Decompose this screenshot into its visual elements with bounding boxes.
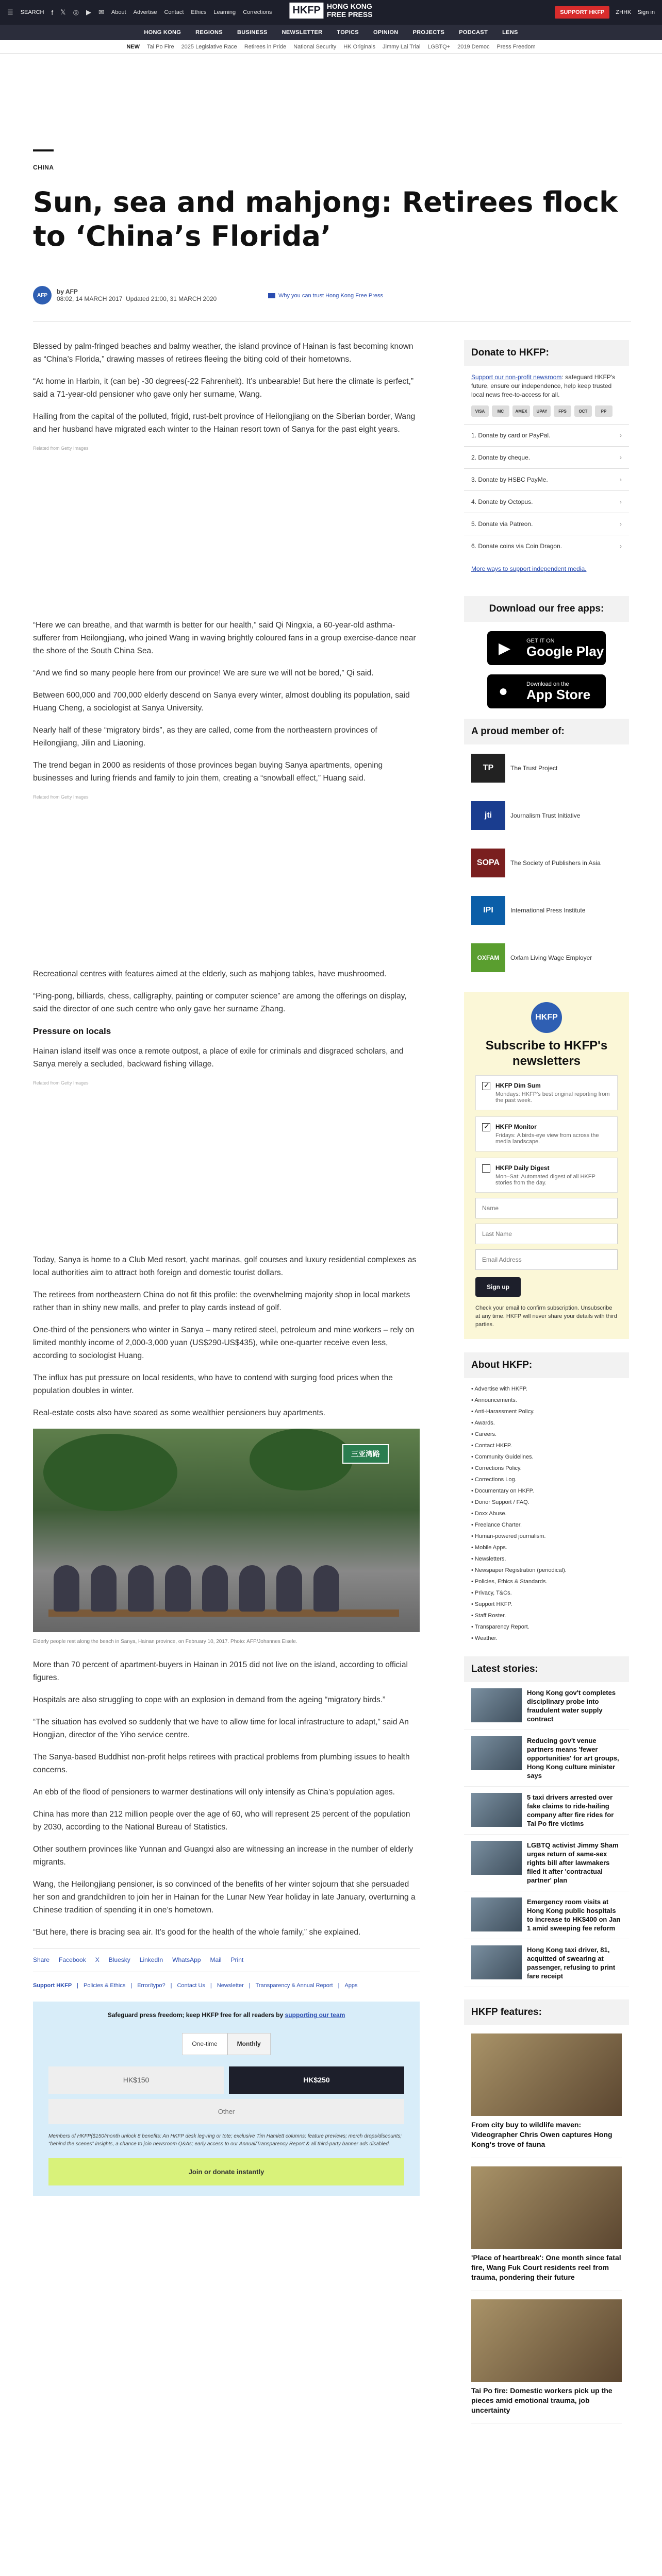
octopus-icon: OCT: [574, 405, 592, 417]
email-icon[interactable]: ✉: [98, 8, 104, 16]
ad-note: Related from Getty Images: [33, 1080, 89, 1086]
logo-box: HKFP: [289, 3, 323, 19]
share-facebook[interactable]: Facebook: [59, 1956, 86, 1963]
donate-option-label: 6. Donate coins via Coin Dragon.: [471, 543, 562, 550]
newsletter-desc: Mondays: HKFP's best original reporting from the past week.: [495, 1091, 610, 1104]
paragraph: China has more than 212 million people over the age of 60, who will represent 25 percent of the population by 2030, according to the National Bureau of Statistics.: [33, 1810, 410, 1832]
about-link[interactable]: • Community Guidelines.: [471, 1451, 622, 1463]
name-field[interactable]: [475, 1198, 618, 1218]
share-mail[interactable]: Mail: [210, 1956, 222, 1963]
footer-link[interactable]: Error/typo?: [137, 1982, 166, 1989]
logo-line-2: FREE PRESS: [326, 10, 373, 19]
story-thumbnail: [471, 1688, 522, 1722]
donate-intro-text: : safeguard HKFP's future, ensure our independence, help keep trusted local news free-to-access for all.: [471, 374, 616, 398]
paragraph: “But here, there is bracing sea air. It’s good for the health of the whole family,” she explained.: [33, 1928, 361, 1937]
sub-nav: [0, 40, 662, 54]
checkbox-unchecked[interactable]: [482, 1164, 490, 1173]
nav-regions[interactable]: REGIONS: [195, 29, 223, 36]
donate-option-label: 3. Donate by HSBC PayMe.: [471, 476, 548, 483]
story-thumbnail: [471, 1793, 522, 1827]
author-avatar[interactable]: AFP: [33, 286, 52, 304]
ipi-icon: IPI: [471, 896, 505, 925]
paragraph: One-third of the pensioners who winter in Sanya – many retired steel, petroleum and mine workers – rely on limited monthly income of 2,000-3,000 yuan (US$290-US$435), while one-quarter receive even less, according to sociologist Huang.: [33, 1326, 415, 1360]
trust-link[interactable]: [268, 293, 383, 299]
feature-story[interactable]: [471, 2299, 622, 2424]
donate-option[interactable]: [464, 490, 629, 513]
member-logo[interactable]: [464, 839, 629, 887]
updated-date: Updated 21:00, 31 MARCH 2020: [126, 295, 217, 302]
photo-tree: [250, 1429, 353, 1490]
chevron-right-icon: ›: [620, 543, 622, 550]
nav-hong-kong[interactable]: HONG KONG: [144, 29, 181, 36]
donate-intro-link[interactable]: Support our non-profit newsroom: [471, 374, 562, 381]
top-link-ethics[interactable]: Ethics: [191, 9, 207, 15]
newsletter-name: HKFP Daily Digest: [495, 1164, 550, 1172]
chevron-right-icon: ›: [620, 498, 622, 505]
donate-widget: [33, 2002, 420, 2196]
newsletter-option[interactable]: [475, 1075, 618, 1110]
chevron-right-icon: ›: [620, 520, 622, 528]
amount-options: [33, 2066, 420, 2094]
about-link[interactable]: • Weather.: [471, 1633, 622, 1644]
nav-business[interactable]: BUSINESS: [237, 29, 268, 36]
footer-link[interactable]: Apps: [344, 1982, 358, 1989]
about-link[interactable]: • Anti-Harassment Policy.: [471, 1406, 622, 1417]
member-logo[interactable]: [464, 744, 629, 792]
sub-nav-item[interactable]: Press Freedom: [496, 43, 536, 50]
share-bluesky[interactable]: Bluesky: [108, 1956, 130, 1963]
donate-option[interactable]: [464, 446, 629, 468]
footer-link[interactable]: Support HKFP: [33, 1982, 72, 1989]
paragraph: Hospitals are also struggling to cope with an explosion in demand from the ageing “migratory birds.”: [33, 1696, 386, 1704]
about-list: [464, 1378, 629, 1644]
ad-slot: [33, 1099, 420, 1253]
donate-option[interactable]: [464, 535, 629, 557]
language-switch[interactable]: ZHHK: [616, 9, 632, 15]
donate-option[interactable]: [464, 424, 629, 446]
freq-monthly[interactable]: Monthly: [227, 2033, 271, 2055]
about-link[interactable]: • Staff Roster.: [471, 1610, 622, 1621]
story-thumbnail: [471, 1945, 522, 1979]
sub-nav-item[interactable]: LGBTQ+: [427, 43, 451, 50]
story-headline: Hong Kong gov't completes disciplinary probe into fraudulent water supply contract: [527, 1689, 616, 1723]
sidebar: [464, 340, 629, 2424]
menu-icon[interactable]: ☰: [7, 8, 13, 16]
paragraph: An ebb of the flood of pensioners to warmer destinations will only intensify as China’s population ages.: [33, 1788, 395, 1797]
mastercard-icon: MC: [492, 405, 509, 417]
top-link-about[interactable]: About: [111, 9, 126, 15]
about-link[interactable]: • Freelance Charter.: [471, 1519, 622, 1531]
latest-story[interactable]: [464, 1939, 629, 1987]
paragraph: The trend began in 2000 as residents of those provinces began buying Sanya apartments, opening businesses and luring friends and family to join them, creating a “snowball effect,” Huang said.: [33, 761, 383, 783]
as-big: App Store: [526, 687, 591, 702]
paragraph: Nearly half of these “migratory birds”, as they are called, come from the northeastern provinces of Heilongjiang, Jilin and Liaoning.: [33, 726, 377, 748]
paragraph: Blessed by palm-fringed beaches and balmy weather, the island province of Hainan is fast becoming known as “China’s Florida,” drawing masses of retirees fleeing the biting cold of their hometowns.: [33, 342, 413, 364]
newsletter-desc: Fridays: A birds-eye view from across the media landscape.: [495, 1132, 599, 1145]
paragraph: Real-estate costs also have soared as some wealthier pensioners buy apartments.: [33, 1409, 325, 1417]
about-link[interactable]: • Transparency Report.: [471, 1621, 622, 1633]
paypal-icon: PP: [595, 405, 613, 417]
checkbox-checked[interactable]: [482, 1082, 490, 1090]
share-bar: [33, 1948, 420, 1972]
feature-image: [471, 2033, 622, 2116]
story-headline: 5 taxi drivers arrested over fake claims to ride-hailing company after fire rides for Tai Po fire victims: [527, 1793, 614, 1827]
publish-date: 08:02, 14 MARCH 2017: [57, 295, 123, 302]
sign-up-button[interactable]: Sign up: [475, 1277, 521, 1297]
member-name: Oxfam Living Wage Employer: [510, 954, 592, 961]
member-name: The Society of Publishers in Asia: [510, 859, 601, 867]
app-store-button[interactable]: [487, 674, 606, 708]
unionpay-icon: UPAY: [533, 405, 551, 417]
nav-podcast[interactable]: PODCAST: [459, 29, 488, 36]
about-link[interactable]: • Newsletters.: [471, 1553, 622, 1565]
about-link[interactable]: • Announcements.: [471, 1395, 622, 1406]
photo-people: [54, 1555, 373, 1612]
jti-icon: jti: [471, 801, 505, 830]
street-sign: [342, 1444, 389, 1464]
kicker-bar: [33, 149, 54, 151]
google-play-button[interactable]: [487, 631, 606, 665]
join-button[interactable]: Join or donate instantly: [48, 2158, 404, 2185]
sub-nav-item[interactable]: Retirees in Pride: [244, 43, 287, 50]
paragraph: Wang, the Heilongjiang pensioner, is so convinced of the benefits of her winter sojourn that she persuaded her son and grandchildren to join her in Hainan for the Lunar New Year holiday in late January, overturning a Chinese tradition of spending it in one’s hometown.: [33, 1880, 416, 1914]
top-link-contact[interactable]: Contact: [164, 9, 184, 15]
facebook-icon[interactable]: f: [51, 8, 54, 16]
nav-topics[interactable]: TOPICS: [337, 29, 359, 36]
frequency-toggle: [33, 2033, 420, 2055]
share-linkedin[interactable]: LinkedIn: [139, 1956, 163, 1963]
ad-slot: [33, 813, 420, 968]
feature-headline: From city buy to wildlife maven: Videographer Chris Owen captures Hong Kong's trove of fauna: [471, 2116, 622, 2158]
share-label[interactable]: Share: [33, 1956, 50, 1963]
newsletter-desc: Mon–Sat: Automated digest of all HKFP stories from the day.: [495, 1174, 595, 1186]
donate-title: Donate to HKFP:: [464, 340, 629, 366]
gp-big: Google Play: [526, 643, 604, 659]
member-logo[interactable]: [464, 934, 629, 981]
photo-tree: [43, 1434, 177, 1511]
paragraph: “Ping-pong, billiards, chess, calligraphy, painting or computer science” are among the offerings on display, said the director of one such centre who only gave her surname Zhang.: [33, 992, 407, 1013]
email-field[interactable]: [475, 1249, 618, 1270]
header-divider: [33, 321, 631, 322]
youtube-icon[interactable]: ▶: [86, 8, 91, 16]
support-button[interactable]: SUPPORT HKFP: [555, 6, 609, 19]
newsletter-logo: HKFP: [531, 1002, 562, 1033]
member-logo[interactable]: [464, 887, 629, 934]
sub-nav-item[interactable]: HK Originals: [343, 43, 376, 50]
latest-story[interactable]: [464, 1730, 629, 1787]
about-link[interactable]: • Corrections Log.: [471, 1474, 622, 1485]
last-name-field[interactable]: [475, 1224, 618, 1244]
paragraph: Recreational centres with features aimed at the elderly, such as mahjong tables, have mushroomed.: [33, 970, 387, 978]
donate-intro: [464, 366, 629, 403]
newsletter-box: [464, 992, 629, 1339]
newsletter-title: Subscribe to HKFP's newsletters: [485, 1039, 608, 1068]
feature-list: [464, 2033, 629, 2424]
fps-icon: FPS: [554, 405, 571, 417]
story-headline: Emergency room visits at Hong Kong public hospitals to increase to HK$400 on Jan 1 amid sweeping fee reform: [527, 1898, 621, 1932]
article-body: [33, 340, 420, 2196]
checkbox-checked[interactable]: [482, 1123, 490, 1131]
donate-option-label: 2. Donate by cheque.: [471, 454, 531, 461]
about-link[interactable]: • Newspaper Registration (periodical).: [471, 1565, 622, 1576]
oxfam-icon: OXFAM: [471, 943, 505, 972]
about-link[interactable]: • Support HKFP.: [471, 1599, 622, 1610]
amount-option[interactable]: HK$150: [48, 2066, 224, 2094]
story-headline: Hong Kong taxi driver, 81, acquitted of swearing at passenger, refusing to print fare receipt: [527, 1946, 616, 1980]
story-thumbnail: [471, 1841, 522, 1875]
story-headline: LGBTQ activist Jimmy Sham urges return of same-sex rights bill after lawmakers filed it after 'contractual partner' plan: [527, 1841, 619, 1884]
article-footer-links: Support HKFP | Policies & Ethics | Error/typo? | Contact Us | Newsletter | Transparency & Annual Report | Apps: [33, 1979, 420, 1992]
paragraph: The influx has put pressure on local residents, who have to contend with surging food prices when the population doubles in winter.: [33, 1374, 393, 1395]
member-name: Journalism Trust Initiative: [510, 812, 581, 819]
author-name[interactable]: by AFP: [57, 288, 78, 295]
newsletter-name: HKFP Monitor: [495, 1123, 537, 1130]
feature-story[interactable]: [471, 2166, 622, 2291]
feature-headline: 'Place of heartbreak': One month since fatal fire, Wang Fuk Court residents reel from trauma, pondering their future: [471, 2249, 622, 2291]
member-title: A proud member of:: [464, 719, 629, 744]
amount-option-selected[interactable]: HK$250: [229, 2066, 404, 2094]
nav-lens[interactable]: LENS: [502, 29, 518, 36]
member-name: The Trust Project: [510, 765, 558, 772]
x-icon[interactable]: 𝕏: [60, 8, 66, 16]
about-link[interactable]: • Corrections Policy.: [471, 1463, 622, 1474]
paragraph: Today, Sanya is home to a Club Med resort, yacht marinas, golf courses and luxury residential complexes as local authorities aim to attract both foreign and domestic tourist dollars.: [33, 1256, 417, 1277]
apps-section: [464, 596, 629, 708]
about-link[interactable]: • Careers.: [471, 1429, 622, 1440]
about-link[interactable]: • Doxx Abuse.: [471, 1508, 622, 1519]
paragraph: The retirees from northeastern China do not fit this profile: the overwhelming majority shop in local markets rather than in shiny new malls, and prefer to play cards instead of golf.: [33, 1291, 410, 1312]
street-sign-text: 三亚湾路: [351, 1450, 380, 1458]
footer-link[interactable]: Newsletter: [217, 1982, 244, 1989]
sub-nav-item[interactable]: 2025 Legislative Race: [181, 43, 237, 50]
share-x[interactable]: X: [95, 1956, 100, 1963]
ad-note: Related from Getty Images: [33, 446, 89, 451]
paragraph: “Here we can breathe, and that warmth is better for our health,” said Qi Ningxia, a 60-year-old asthma-sufferer from Heilongjiang, who joined Wang in waving brightly coloured fans in a group exercise-dance near the shore of the South China Sea.: [33, 621, 416, 655]
top-link-advertise[interactable]: Advertise: [133, 9, 157, 15]
story-thumbnail: [471, 1897, 522, 1931]
sub-nav-item[interactable]: National Security: [293, 43, 337, 50]
latest-story[interactable]: [464, 1682, 629, 1730]
about-link[interactable]: • Mobile Apps.: [471, 1542, 622, 1553]
member-name: International Press Institute: [510, 907, 586, 914]
donate-lead: [33, 2009, 420, 2022]
membership-note: Members of HKFP($150/month unlock 8 benefits: An HKFP desk leg-ring or tote; exclusive Tim Hamlett columns; feature previews; merch drops/discounts; “behind the scenes” insights, a chance to join newsroom Q&As; early access to our Annual/Transparency Report & all third-party banner ads disabled.: [48, 2133, 402, 2147]
apple-icon: ●: [499, 683, 508, 700]
sub-nav-item[interactable]: 2019 Democ: [457, 43, 490, 50]
footer-link[interactable]: Contact Us: [177, 1982, 205, 1989]
ad-slot: [33, 464, 420, 619]
donate-option-label: 1. Donate by card or PayPal.: [471, 432, 551, 439]
top-link-corrections[interactable]: Corrections: [243, 9, 272, 15]
about-title: About HKFP:: [464, 1352, 629, 1378]
trust-icon: [268, 293, 275, 298]
about-link[interactable]: • Contact HKFP.: [471, 1440, 622, 1451]
ad-note: Related from Getty Images: [33, 794, 89, 800]
about-link[interactable]: • Policies, Ethics & Standards.: [471, 1576, 622, 1587]
about-link[interactable]: • Human-powered journalism.: [471, 1531, 622, 1542]
paragraph: More than 70 percent of apartment-buyers in Hainan in 2015 did not live on the island, according to official figures.: [33, 1660, 408, 1682]
donate-lead-link[interactable]: supporting our team: [285, 2011, 345, 2019]
top-link-learning[interactable]: Learning: [213, 9, 236, 15]
logo-line-1: HONG KONG: [326, 2, 372, 10]
chevron-right-icon: ›: [620, 432, 622, 439]
paragraph: Hailing from the capital of the polluted, frigid, rust-belt province of Heilongjiang on the Siberian border, Wang and her husband have migrated each winter to the Hainan resort town of Sanya for the past eight years.: [33, 412, 416, 434]
features-title: HKFP features:: [464, 1999, 629, 2025]
paragraph: Other southern provinces like Yunnan and Guangxi also are witnessing an increase in the number of elderly migrants.: [33, 1845, 413, 1867]
site-logo[interactable]: [289, 2, 372, 19]
amex-icon: AMEX: [512, 405, 530, 417]
sign-in-link[interactable]: Sign in: [637, 9, 655, 15]
donate-list: [464, 366, 629, 581]
newsletter-option[interactable]: [475, 1158, 618, 1193]
paragraph: The Sanya-based Buddhist non-profit helps retirees with practical problems from plumbing issues to health concerns.: [33, 1753, 410, 1774]
latest-story[interactable]: [464, 1891, 629, 1939]
top-bar: [0, 0, 662, 25]
more-support-link[interactable]: More ways to support independent media.: [471, 565, 587, 572]
sub-nav-item[interactable]: Jimmy Lai Trial: [383, 43, 421, 50]
search-link[interactable]: SEARCH: [20, 9, 44, 15]
trust-label: Why you can trust Hong Kong Free Press: [278, 293, 383, 299]
share-print[interactable]: Print: [230, 1956, 244, 1963]
share-whatsapp[interactable]: WhatsApp: [172, 1956, 201, 1963]
article-category[interactable]: CHINA: [33, 164, 54, 171]
apps-title: Download our free apps:: [464, 596, 629, 622]
feature-story[interactable]: [471, 2033, 622, 2158]
donate-option-label: 5. Donate via Patreon.: [471, 520, 533, 528]
newsletter-fine-print: Check your email to confirm subscription. Unsubscribe at any time. HKFP will never share your details with third parties.: [475, 1305, 617, 1328]
as-small: Download on the: [526, 681, 569, 687]
about-link[interactable]: • Advertise with HKFP.: [471, 1383, 622, 1395]
nav-opinion[interactable]: OPINION: [373, 29, 399, 36]
donate-option[interactable]: [464, 513, 629, 535]
feature-image: [471, 2166, 622, 2249]
about-link[interactable]: • Donor Support / FAQ.: [471, 1497, 622, 1508]
google-play-icon: ▶: [499, 640, 511, 657]
payment-cards: [464, 403, 629, 424]
article-photo[interactable]: [33, 1429, 420, 1632]
subheading: Pressure on locals: [33, 1026, 111, 1036]
story-headline: Reducing gov't venue partners means 'fewer opportunities' for art groups, Hong Kong culture minister says: [527, 1737, 619, 1780]
donate-option-label: 4. Donate by Octopus.: [471, 498, 533, 505]
amount-other[interactable]: Other: [48, 2099, 404, 2124]
sub-nav-item[interactable]: Tai Po Fire: [146, 43, 174, 50]
latest-title: Latest stories:: [464, 1656, 629, 1682]
newsletter-option[interactable]: [475, 1116, 618, 1151]
freq-one-time[interactable]: One-time: [182, 2033, 227, 2055]
paragraph: “The situation has evolved so suddenly that we have to allow time for local infrastructure to adapt,” said An Hongjian, director of the Yiho service centre.: [33, 1718, 409, 1739]
feature-headline: Tai Po fire: Domestic workers pick up the pieces amid emotional trauma, job uncertainty: [471, 2382, 622, 2424]
paragraph: “And we find so many people here from our province! We are sure we will not be bored,” Qi said.: [33, 669, 374, 677]
newsletter-name: HKFP Dim Sum: [495, 1082, 541, 1089]
gp-small: GET IT ON: [526, 638, 555, 644]
paragraph: Between 600,000 and 700,000 elderly descend on Sanya every winter, almost doubling its population, said Huang Cheng, a sociologist at Sanya University.: [33, 691, 410, 713]
about-link[interactable]: • Awards.: [471, 1417, 622, 1429]
about-link[interactable]: • Privacy, T&Cs.: [471, 1587, 622, 1599]
nav-projects[interactable]: PROJECTS: [412, 29, 445, 36]
feature-image: [471, 2299, 622, 2382]
trust-project-icon: TP: [471, 754, 505, 783]
story-thumbnail: [471, 1736, 522, 1770]
sub-nav-new-label: NEW: [126, 43, 140, 50]
member-logo[interactable]: [464, 792, 629, 839]
paragraph: “At home in Harbin, it (can be) -30 degrees(-22 Fahrenheit). It’s unbearable! But here the climate is perfect,” said a 71-year-old pensioner who gave only her surname, Wang.: [33, 377, 414, 399]
main-nav: [0, 25, 662, 40]
about-link[interactable]: • Documentary on HKFP.: [471, 1485, 622, 1497]
latest-story[interactable]: [464, 1787, 629, 1835]
chevron-right-icon: ›: [620, 476, 622, 483]
photo-caption: Elderly people rest along the beach in Sanya, Hainan province, on February 10, 2017. Photo: AFP/Johannes Eisele.: [33, 1639, 297, 1645]
donate-option[interactable]: [464, 468, 629, 490]
paragraph: Hainan island itself was once a remote outpost, a place of exile for criminals and disgraced scholars, and Sanya merely a secluded, backward fishing village.: [33, 1047, 404, 1069]
byline: [33, 286, 217, 304]
footer-link[interactable]: Transparency & Annual Report: [255, 1982, 333, 1989]
sopa-icon: SOPA: [471, 849, 505, 877]
instagram-icon[interactable]: ◎: [73, 8, 79, 16]
footer-link[interactable]: Policies & Ethics: [84, 1982, 126, 1989]
chevron-right-icon: ›: [620, 454, 622, 461]
visa-icon: VISA: [471, 405, 489, 417]
article-title: Sun, sea and mahjong: Retirees flock to ‘China’s Florida’: [33, 186, 618, 252]
nav-newsletter[interactable]: NEWSLETTER: [282, 29, 323, 36]
donate-lead-text: Safeguard press freedom; keep HKFP free for all readers by: [107, 2011, 284, 2019]
latest-story[interactable]: [464, 1835, 629, 1891]
